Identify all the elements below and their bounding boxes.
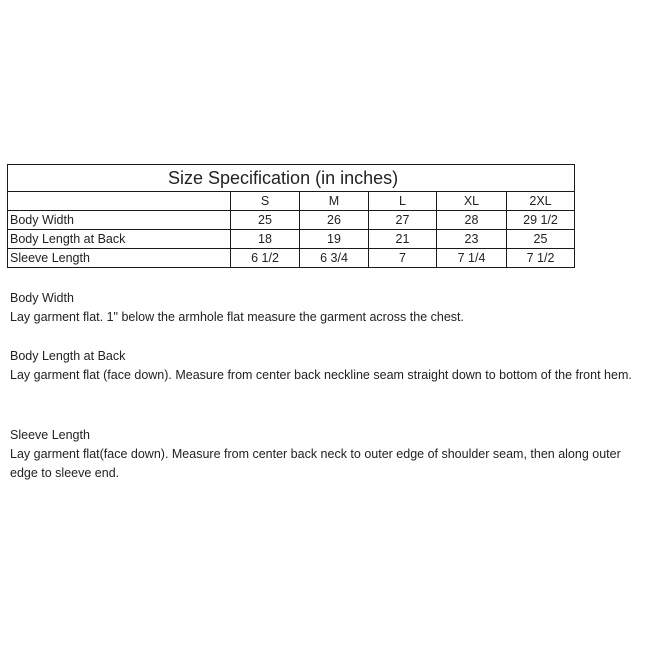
cell-value: 25 <box>231 211 300 230</box>
table-title: Size Specification (in inches) <box>8 165 575 192</box>
table-row <box>8 211 575 230</box>
description-heading: Body Width <box>10 291 74 305</box>
cell-value: 29 1/2 <box>507 211 575 230</box>
cell-value: 7 1/4 <box>437 249 507 268</box>
description-text: Lay garment flat(face down). Measure from center back neck to outer edge of shoulder seam, then along outer edge to sleeve end. <box>10 447 621 480</box>
description-text: Lay garment flat (face down). Measure from center back neckline seam straight down to bottom of the front hem. <box>10 368 632 382</box>
size-header-2xl: 2XL <box>507 192 575 211</box>
row-label: Sleeve Length <box>8 249 231 268</box>
table-row <box>8 230 575 249</box>
description-text: Lay garment flat. 1" below the armhole flat measure the garment across the chest. <box>10 310 464 324</box>
size-header-s: S <box>231 192 300 211</box>
table-title-row <box>8 165 575 192</box>
cell-value: 7 <box>369 249 437 268</box>
header-blank-cell <box>8 192 231 211</box>
cell-value: 6 1/2 <box>231 249 300 268</box>
cell-value: 25 <box>507 230 575 249</box>
table-row <box>8 249 575 268</box>
cell-value: 23 <box>437 230 507 249</box>
size-header-xl: XL <box>437 192 507 211</box>
cell-value: 27 <box>369 211 437 230</box>
size-header-m: M <box>300 192 369 211</box>
description-body-width <box>10 289 640 327</box>
cell-value: 21 <box>369 230 437 249</box>
cell-value: 26 <box>300 211 369 230</box>
row-label: Body Length at Back <box>8 230 231 249</box>
description-sleeve-length <box>10 426 640 483</box>
row-label: Body Width <box>8 211 231 230</box>
size-header-l: L <box>369 192 437 211</box>
size-header-row <box>8 192 575 211</box>
size-spec-table <box>7 164 575 268</box>
cell-value: 6 3/4 <box>300 249 369 268</box>
cell-value: 19 <box>300 230 369 249</box>
description-heading: Body Length at Back <box>10 349 126 363</box>
cell-value: 18 <box>231 230 300 249</box>
description-body-length <box>10 347 640 385</box>
description-heading: Sleeve Length <box>10 428 90 442</box>
cell-value: 28 <box>437 211 507 230</box>
cell-value: 7 1/2 <box>507 249 575 268</box>
